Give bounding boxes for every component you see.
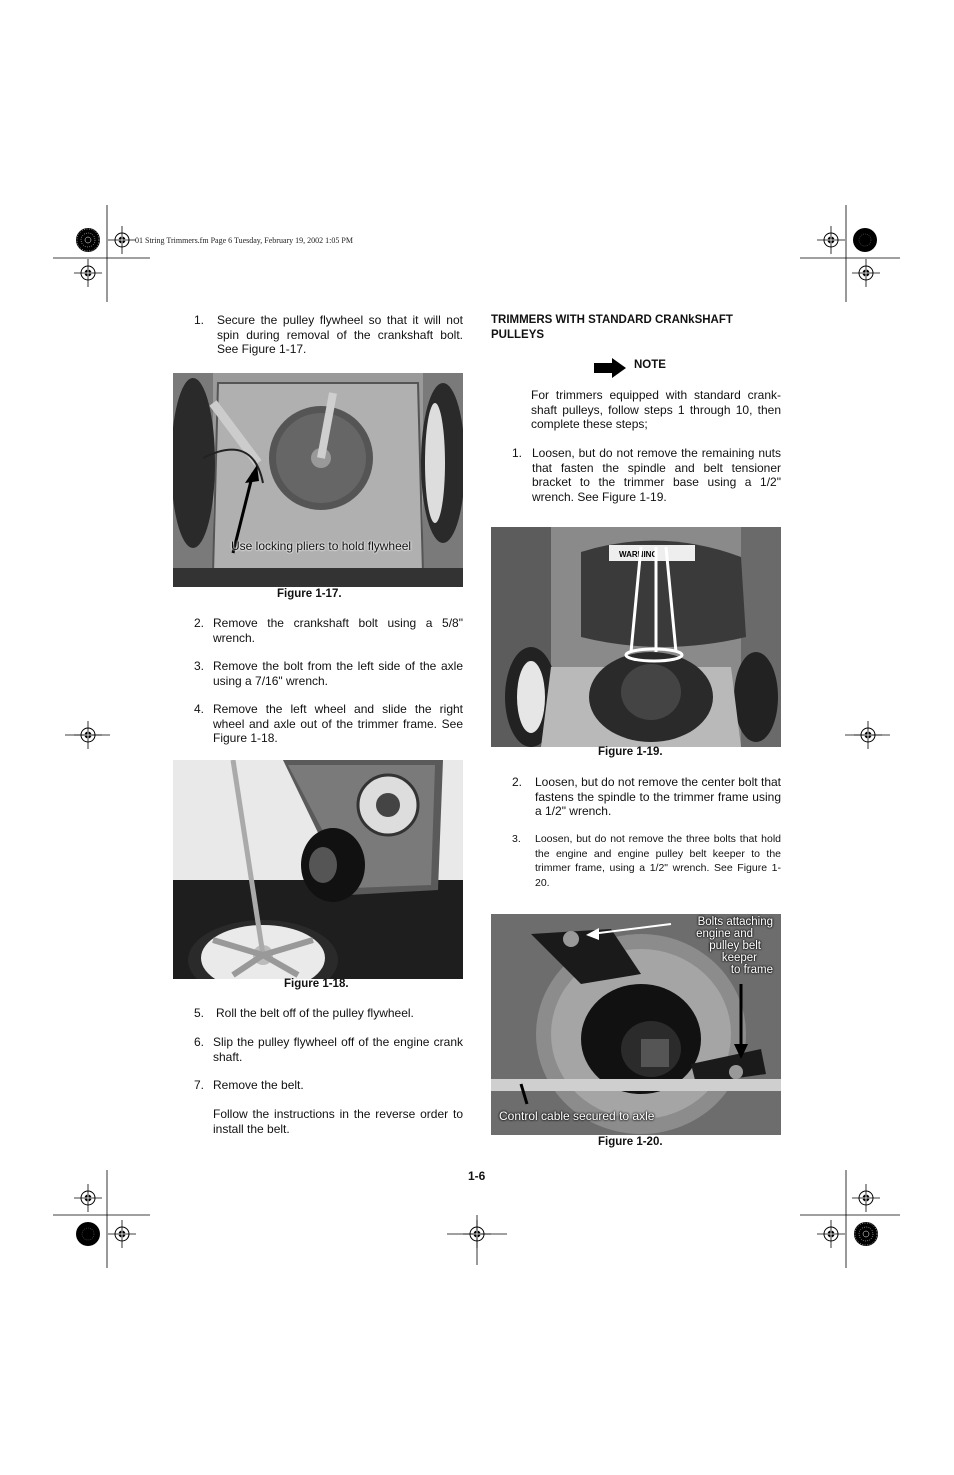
bolts-label-line: to frame (730, 964, 773, 976)
figure-1-20-caption: Figure 1-20. (598, 1136, 663, 1148)
figure-1-18-photo (173, 760, 463, 979)
right-step-1 (512, 446, 781, 506)
figure-1-19-caption: Figure 1-19. (598, 746, 663, 758)
left-step-4 (194, 702, 463, 747)
step-number: 2. (194, 616, 205, 630)
left-step-7 (194, 1078, 463, 1094)
note-text: For trimmers equipped with standard crank-shaft pulleys, follow steps 1 through 10, then complete these steps; (531, 388, 781, 431)
left-step-3 (194, 659, 463, 689)
step-number: 1. (194, 313, 205, 327)
figure-1-17-photo (173, 373, 463, 587)
right-step-3 (512, 832, 781, 892)
step-number: 1. (512, 446, 523, 460)
left-step-2 (194, 616, 463, 646)
figure-1-19-photo (491, 527, 781, 747)
step-text: Slip the pulley flywheel off of the engine crank shaft. (213, 1035, 463, 1064)
bolts-label-line: keeper (721, 952, 757, 964)
left-step-6 (194, 1035, 463, 1065)
step-text: Secure the pulley flywheel so that it will not spin during removal of the crankshaft bolt. See Figure 1-17. (217, 313, 463, 356)
step-text: Remove the left wheel and slide the right wheel and axle out of the trimmer frame. See Figure 1-18. (213, 702, 463, 745)
right-step-2 (512, 775, 781, 820)
page-number: 1-6 (468, 1169, 486, 1183)
note-arrow-icon (594, 358, 626, 378)
figure-1-20-photo (491, 914, 781, 1135)
figure-1-20-cable-label: Control cable secured to axle (499, 1109, 655, 1123)
left-step-5 (194, 1006, 463, 1022)
note-label: NOTE (634, 359, 666, 371)
step-text: Loosen, but do not remove the center bolt that fastens the spindle to the trimmer frame using a 1/2" wrench. (535, 775, 781, 818)
bolts-label-line: Bolts attaching (697, 916, 773, 928)
step-number: 2. (512, 775, 523, 789)
figure-1-18-caption: Figure 1-18. (284, 978, 349, 990)
step-number: 4. (194, 702, 205, 716)
step-text: Remove the crankshaft bolt using a 5/8" wrench. (213, 616, 463, 645)
bolts-label-line: pulley belt (709, 940, 761, 952)
step-text: Loosen, but do not remove the three bolts that hold the engine and engine pulley belt keeper to the trimmer frame, using a 1/2" wrench. See Figure 1-20. (535, 833, 781, 889)
left-follow-text: Follow the instructions in the reverse order to install the belt. (213, 1107, 463, 1136)
figure-1-17-caption: Figure 1-17. (277, 588, 342, 600)
warning-decal-text: WARNING (619, 550, 658, 559)
step-number: 6. (194, 1035, 205, 1049)
step-number: 3. (512, 833, 521, 845)
step-number: 5. (194, 1006, 205, 1020)
step-text: Loosen, but do not remove the remaining nuts that fasten the spindle and belt tensioner bracket to the trimmer base using a 1/2" wrench. See Figure 1-19. (532, 446, 781, 504)
left-step-1 (194, 313, 463, 358)
step-text: Remove the belt. (213, 1078, 304, 1092)
section-heading: TRIMMERS WITH STANDARD CRANkSHAFT PULLEYS (491, 314, 733, 341)
step-text: Roll the belt off of the pulley flywheel. (216, 1006, 414, 1020)
step-text: Remove the bolt from the left side of the axle using a 7/16" wrench. (213, 659, 463, 688)
bolts-label-line: engine and (696, 928, 753, 940)
figure-1-17-label: Use locking pliers to hold flywheel (231, 539, 412, 553)
file-header: 01 String Trimmers.fm Page 6 Tuesday, February 19, 2002 1:05 PM (135, 236, 353, 245)
figure-1-20-bolts-label (696, 916, 773, 976)
step-number: 7. (194, 1078, 205, 1092)
step-number: 3. (194, 659, 205, 673)
